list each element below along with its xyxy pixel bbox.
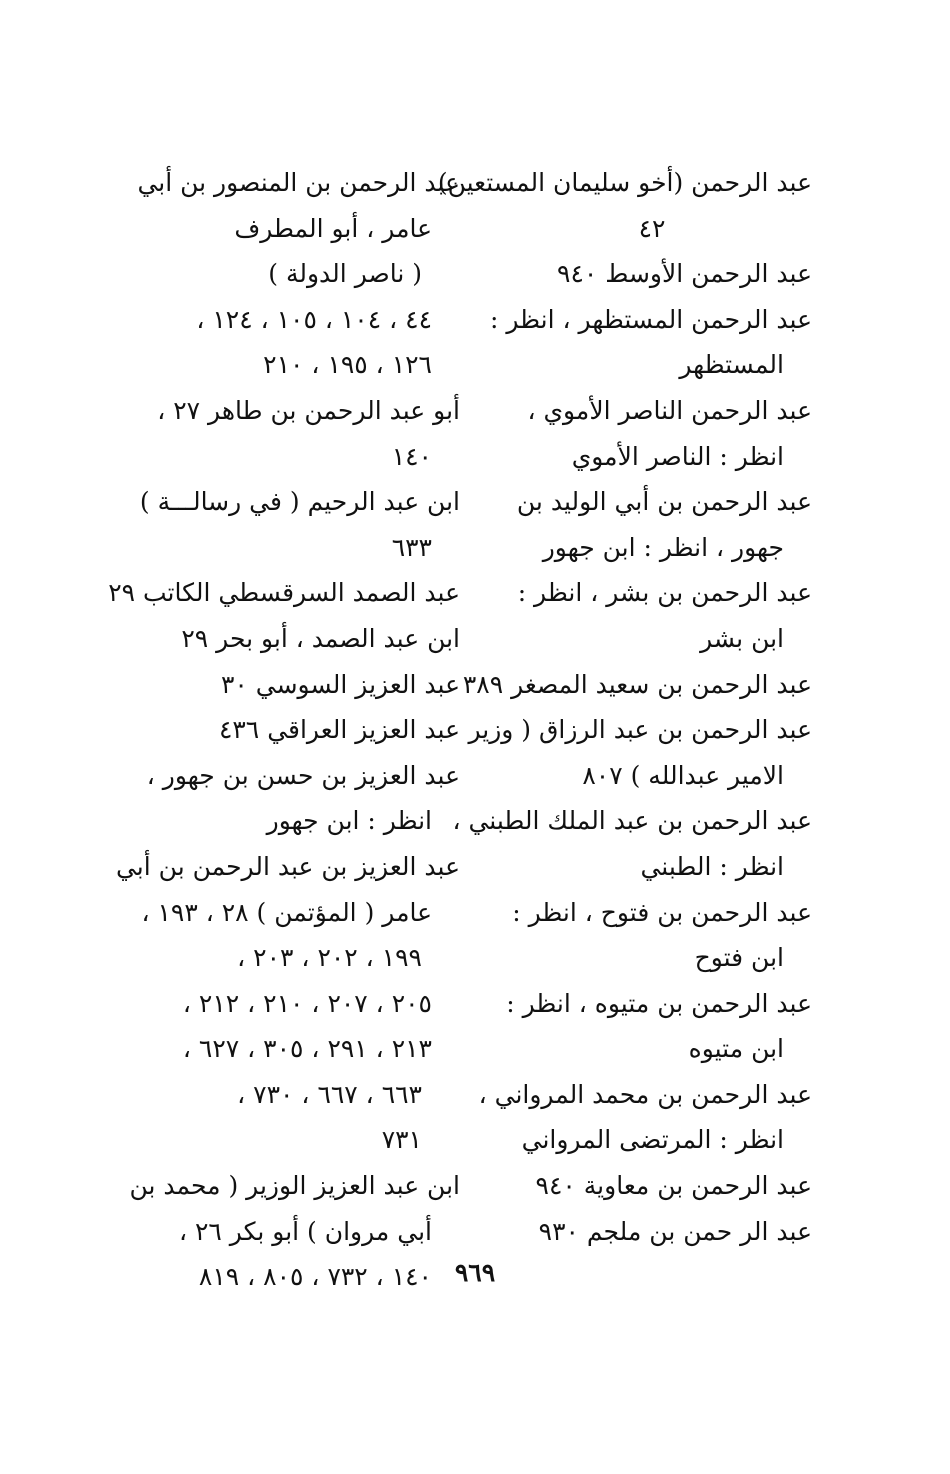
index-entry-continuation: ٤٢ <box>638 213 666 243</box>
index-entry-continuation: انظر : المرتضى المرواني <box>521 1125 784 1155</box>
index-entry: عبد الرحمن بن أبي الوليد بن <box>516 487 812 517</box>
index-entry-continuation: جهور ، انظر : ابن جهور <box>542 532 784 562</box>
index-entry-continuation: ( ناصر الدولة ) <box>268 259 422 289</box>
index-column-right <box>437 160 812 1254</box>
index-entry-continuation: عامر ( المؤتمن ) ٢٨ ، ١٩٣ ، <box>141 897 432 927</box>
index-entry: عبد العزيز بن عبد الرحمن بن أبي <box>115 851 460 881</box>
index-entry: ابن عبد الصمد ، أبو بحر ٢٩ <box>181 623 460 653</box>
index-entry-continuation: ٧٣١ <box>381 1125 422 1155</box>
index-entry: عبد الرحمن بن عبد الرزاق ( وزير <box>468 715 812 745</box>
index-entry: عبد الصمد السرقسطي الكاتب ٢٩ <box>108 578 460 608</box>
index-entry: عبد الرحمن بن فتوح ، انظر : <box>512 897 812 927</box>
index-entry: عبد العزيز السوسي ٣٠ <box>220 669 460 699</box>
index-entry: عبد الرحمن بن متيوه ، انظر : <box>506 988 812 1018</box>
index-entry-continuation: المستظهر <box>679 350 784 380</box>
index-entry-continuation: ابن متيوه <box>688 1034 784 1064</box>
index-entry-continuation: ١٤٠ <box>391 441 432 471</box>
index-entry-continuation: ٤٤ ، ١٠٤ ، ١٠٥ ، ١٢٤ ، <box>196 304 432 334</box>
index-entry: عبد الرحمن (أخو سليمان المستعين) <box>437 168 812 197</box>
index-entry-continuation: ٢٠٥ ، ٢٠٧ ، ٢١٠ ، ٢١٢ ، <box>182 988 432 1018</box>
index-entry: عبد الر حمن بن ملجم ٩٣٠ <box>538 1216 812 1246</box>
index-entry-continuation: ٦٦٣ ، ٦٦٧ ، ٧٣٠ ، <box>237 1079 422 1109</box>
index-entry-continuation: ابن بشر <box>700 623 784 653</box>
index-entry: عبد الرحمن المستظهر ، انظر : <box>490 304 812 334</box>
index-entry-continuation: ابن فتوح <box>694 943 784 973</box>
index-entry: عبد الرحمن بن المنصور بن أبي <box>137 168 460 197</box>
index-entry: أبو عبد الرحمن بن طاهر ٢٧ ، <box>157 395 460 425</box>
index-entry-continuation: انظر : الطبني <box>640 851 784 881</box>
index-entry-continuation: انظر : ابن جهور <box>266 806 432 836</box>
index-column-left <box>108 160 460 1300</box>
index-entry-continuation: ١٩٩ ، ٢٠٢ ، ٢٠٣ ، <box>237 943 422 973</box>
index-entry-continuation: ١٢٦ ، ١٩٥ ، ٢١٠ <box>263 350 432 380</box>
index-entry: عبد الرحمن الناصر الأموي ، <box>527 395 812 425</box>
index-entry-continuation: عامر ، أبو المطرف <box>234 213 432 243</box>
index-entry-continuation: أبي مروان ) أبو بكر ٢٦ ، <box>178 1216 432 1246</box>
index-entry: عبد الرحمن بن محمد المرواني ، <box>478 1079 812 1109</box>
index-entry-continuation: الامير عبدالله ) ٨٠٧ <box>582 760 784 790</box>
index-entry-continuation: ٢١٣ ، ٢٩١ ، ٣٠٥ ، ٦٢٧ ، <box>182 1034 432 1064</box>
index-entry: عبد الرحمن بن سعيد المصغر ٣٨٩ <box>462 669 812 699</box>
index-entry: عبد الرحمن بن معاوية ٩٤٠ <box>535 1171 812 1201</box>
index-entry-continuation: ١٤٠ ، ٧٣٢ ، ٨٠٥ ، ٨١٩ <box>198 1262 432 1292</box>
index-entry: عبد العزيز العراقي ٤٣٦ <box>218 715 460 745</box>
index-entry: عبد العزيز بن حسن بن جهور ، <box>146 760 460 790</box>
index-entry: عبد الرحمن الأوسط ٩٤٠ <box>557 259 812 289</box>
index-entry: ابن عبد العزيز الوزير ( محمد بن <box>129 1171 460 1201</box>
index-entry-continuation: انظر : الناصر الأموي <box>571 441 784 471</box>
index-entry-continuation: ٦٣٣ <box>391 532 432 562</box>
index-entry: عبد الرحمن بن عبد الملك الطبني ، <box>452 806 812 836</box>
index-entry: ابن عبد الرحيم ( في رسالـــة ) <box>139 487 460 517</box>
index-entry: عبد الرحمن بن بشر ، انظر : <box>517 578 812 608</box>
page-number: ٩٦٩ <box>454 1258 496 1287</box>
